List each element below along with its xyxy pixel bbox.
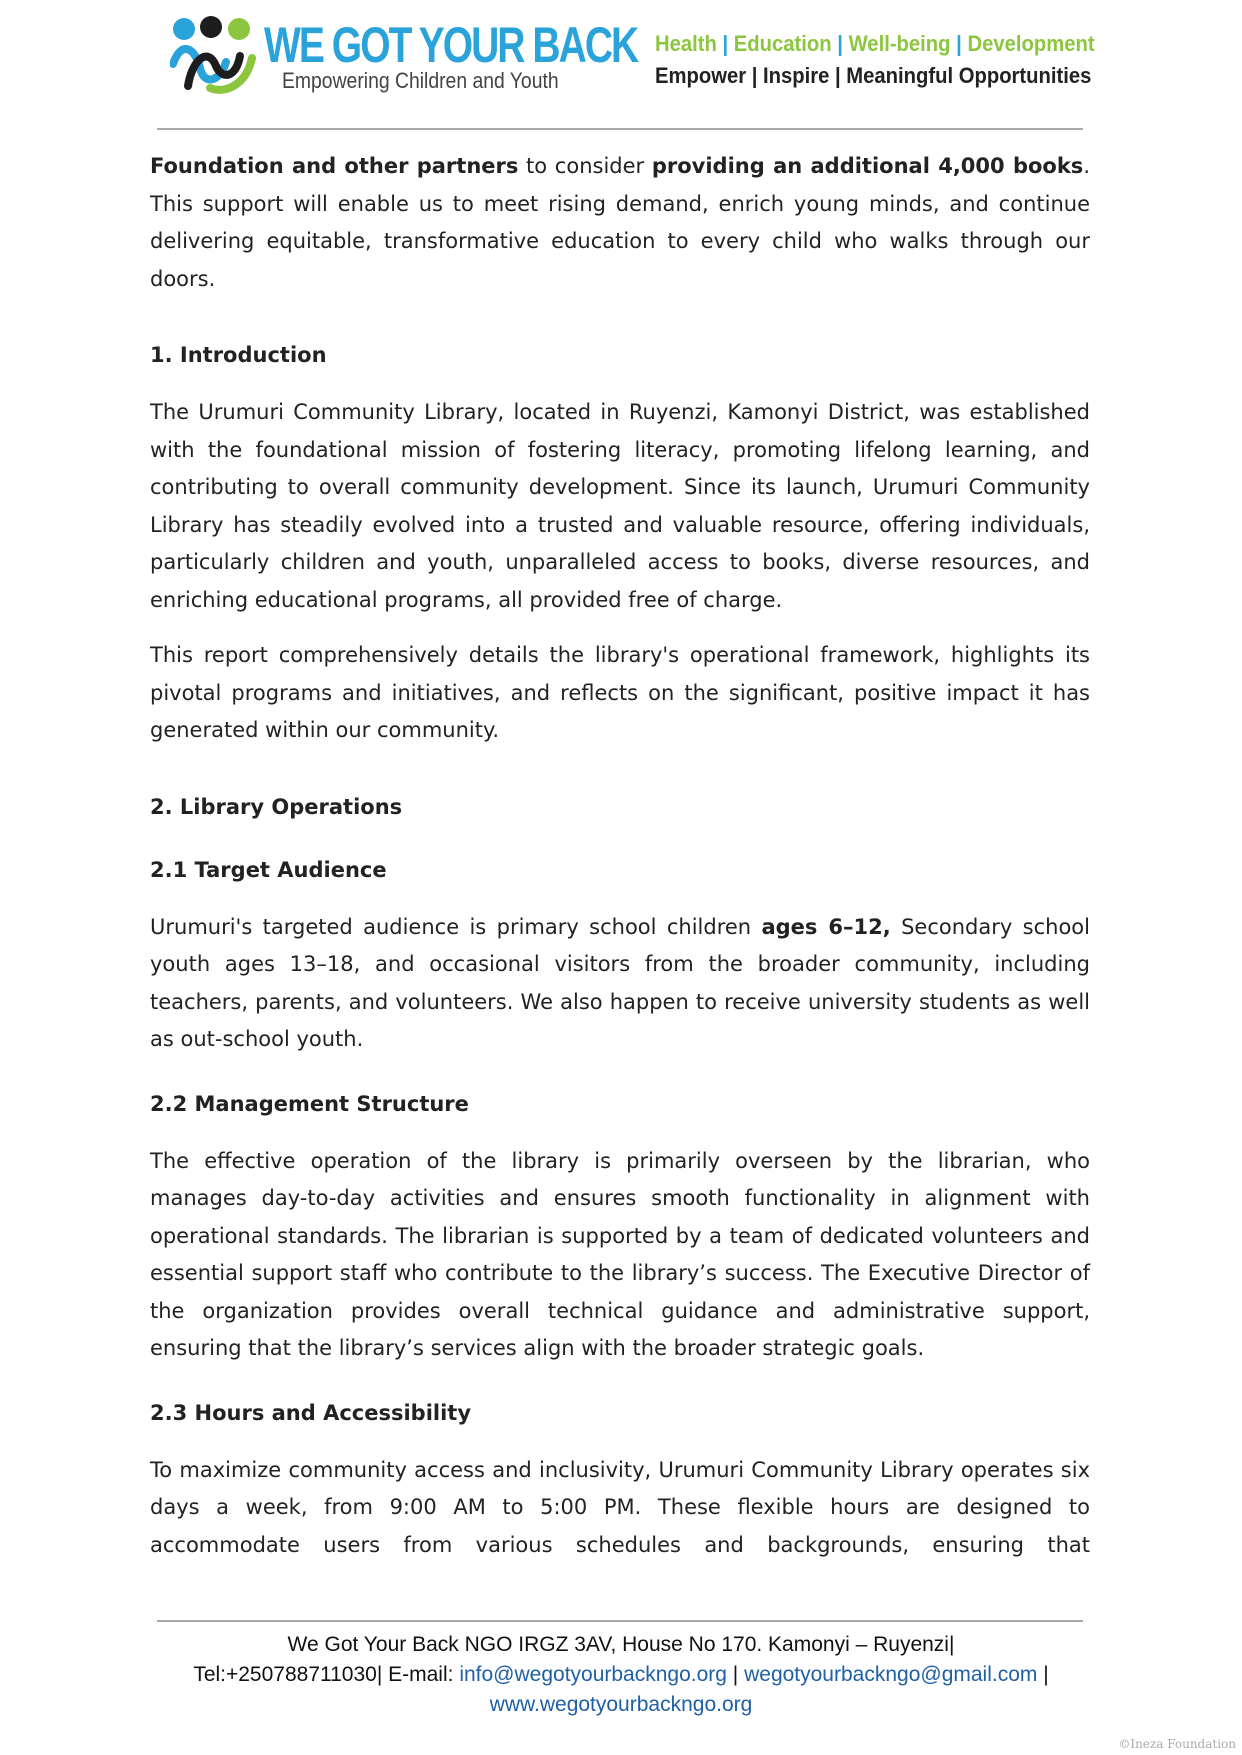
target-audience-paragraph [150, 909, 1090, 1059]
page-footer [0, 1630, 1242, 1720]
bold-text: providing an additional 4,000 books [651, 154, 1084, 178]
logo-title: WE GOT YOUR BACK [264, 17, 638, 73]
pillar-separator: | [956, 31, 962, 56]
management-paragraph: The effective operation of the library is primarily overseen by the librarian, who manages day-to-day activities and ensures smooth functionality in alignment with operational standards. The librarian is supported by a team of dedicated volunteers and essential support staff who contribute to the library’s success. The Executive Director of the organization provides overall technical guidance and administrative support, ensuring that the library’s services align with the broader strategic goals. [150, 1148, 1090, 1360]
body-text: to consider [518, 154, 652, 178]
footer-address: We Got Your Back NGO IRGZ 3AV, House No 170. Kamonyi – Ruyenzi| [287, 1633, 955, 1656]
footer-contact [0, 1660, 1242, 1690]
organization-logo [170, 16, 638, 96]
pillar-wellbeing: Well-being [848, 31, 951, 56]
pillar-separator: | [722, 31, 729, 56]
hours-paragraph: To maximize community access and inclusivity, Urumuri Community Library operates six days a week, from 9:00 AM to 5:00 PM. These flexible hours are designed to accommodate users from various schedules and backgrounds, ensuring that [150, 1457, 1090, 1557]
document-body [150, 148, 1090, 1564]
section-heading-introduction: 1. Introduction [150, 343, 327, 367]
header-tagline [655, 30, 1095, 90]
pillars-line [655, 30, 1095, 58]
bold-text: ages 6–12, [761, 914, 891, 939]
subsection-heading-hours: 2.3 Hours and Accessibility [150, 1400, 472, 1425]
pillar-separator: | [837, 31, 843, 56]
pillar-education: Education [733, 31, 832, 56]
body-text: Secondary school youth ages 13–18, and occasional visitors from the broader community, including teachers, parents, and volunteers. We also happen to receive university students as well as out-school youth. [150, 914, 1090, 1051]
header-divider [157, 128, 1083, 130]
pillar-development: Development [967, 31, 1095, 56]
intro-continuation-paragraph [150, 148, 1090, 298]
logo-tagline: Empowering Children and Youth [282, 68, 559, 93]
footer-divider [157, 1620, 1083, 1622]
subsection-heading-target-audience: 2.1 Target Audience [150, 857, 387, 882]
website-link[interactable]: www.wegotyourbackngo.org [489, 1693, 753, 1716]
pillar-health: Health [655, 31, 717, 56]
section-heading-operations: 2. Library Operations [150, 794, 403, 819]
body-text: Urumuri's targeted audience is primary school children [150, 914, 762, 939]
introduction-paragraph-2: This report comprehensively details the library's operational framework, highlights its pivotal programs and initiatives, and reflects on the significant, positive impact it has generated within our community. [150, 643, 1090, 742]
introduction-paragraph-1: The Urumuri Community Library, located in Ruyenzi, Kamonyi District, was established with the foundational mission of fostering literacy, promoting lifelong learning, and contributing to overall community development. Since its launch, Urumuri Community Library has steadily evolved into a trusted and valuable resource, offering individuals, particularly children and youth, unparalleled access to books, diverse resources, and enriching educational programs, all provided free of charge. [150, 400, 1090, 612]
children-figures-icon [170, 16, 262, 96]
body-text: . This support will enable us to meet rising demand, enrich young minds, and continue delivering equitable, transformative education to every child who walks through our doors. [150, 154, 1090, 291]
copyright-watermark: ©Ineza Foundation [1118, 1737, 1236, 1751]
page-header [150, 0, 1095, 130]
subsection-heading-management: 2.2 Management Structure [150, 1091, 469, 1116]
email-link-info[interactable]: info@wegotyourbackngo.org [459, 1663, 727, 1686]
email-link-gmail[interactable]: wegotyourbackngo@gmail.com [744, 1663, 1038, 1686]
values-line: Empower | Inspire | Meaningful Opportunities [655, 63, 1092, 88]
footer-separator: | [1037, 1663, 1049, 1686]
footer-separator: | [726, 1663, 745, 1686]
bold-text: Foundation and other partners [150, 154, 519, 178]
footer-phone: Tel:+250788711030| E-mail: [193, 1663, 460, 1686]
